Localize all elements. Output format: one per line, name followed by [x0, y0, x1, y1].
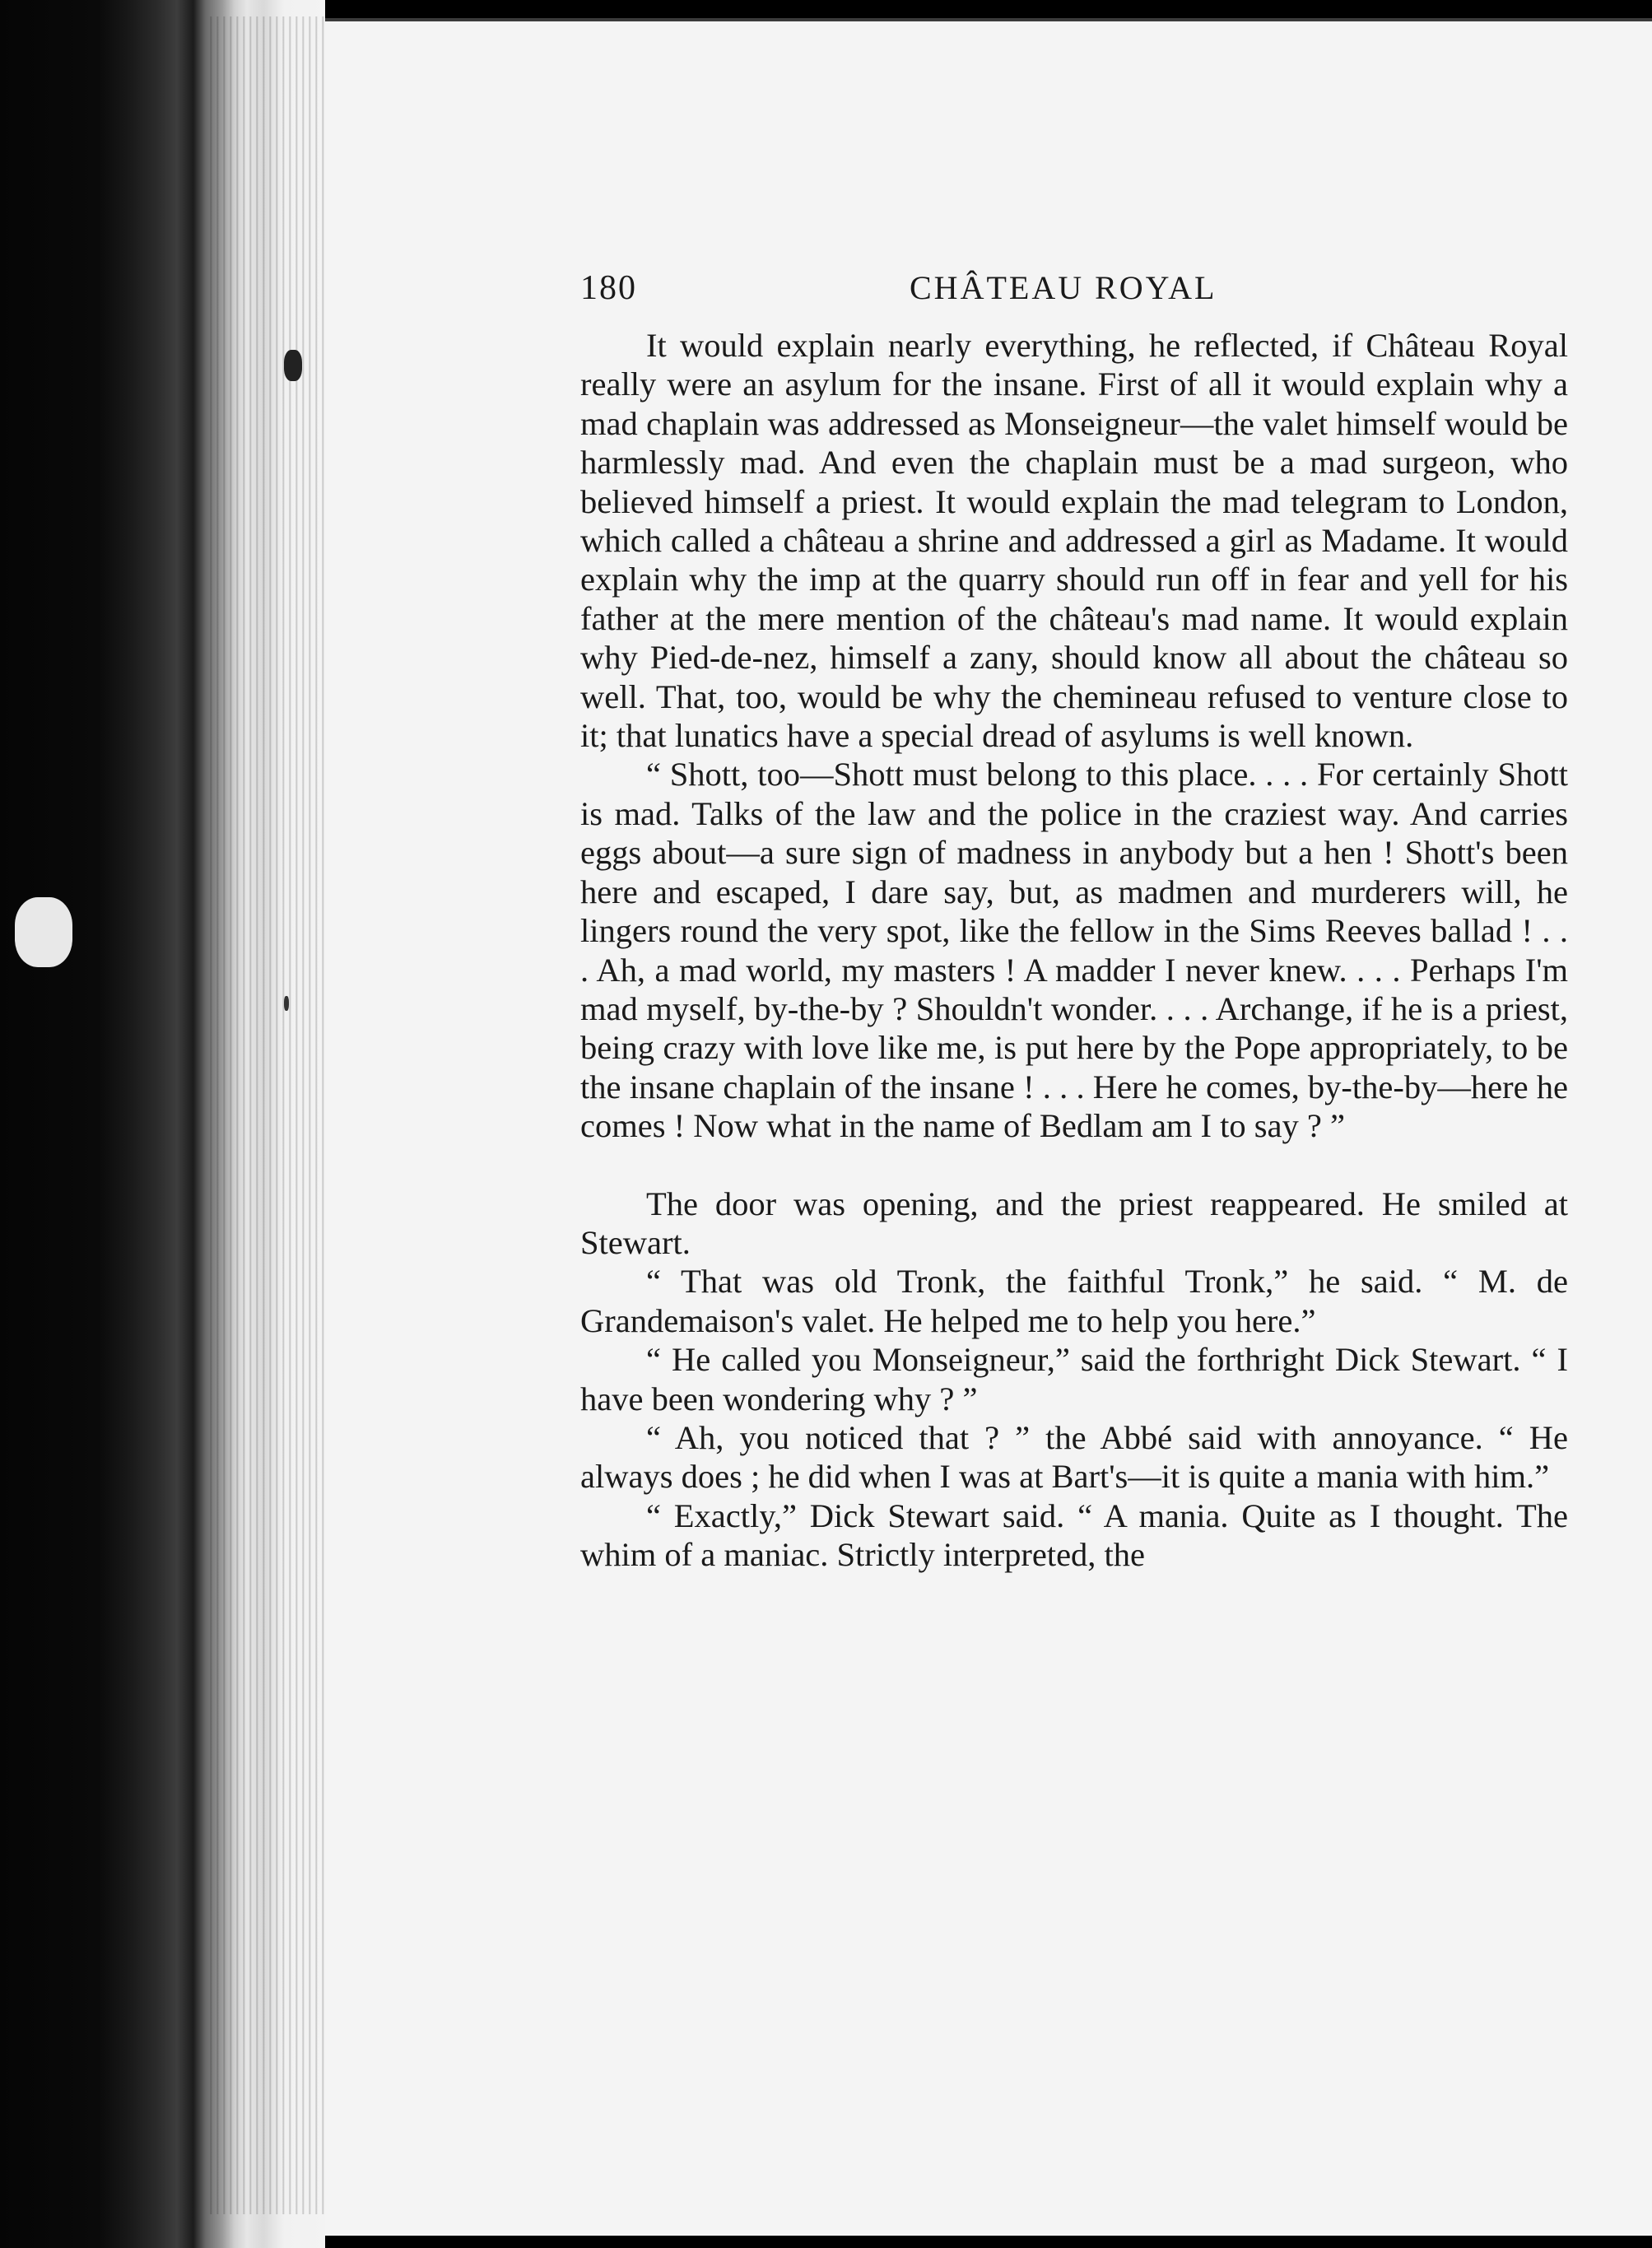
running-title: CHÂTEAU ROYAL [910, 269, 1217, 306]
paragraph: The door was opening, and the priest reappeared. He smiled at Stewart. [580, 1185, 1568, 1261]
running-head [580, 260, 1568, 326]
paragraph: “ Ah, you noticed that ? ” the Abbé said with annoyance. “ He always does ; he did when I was at Bart's—it is quite a mania with him.” [580, 1418, 1568, 1496]
page-number: 180 [580, 269, 637, 307]
paragraph: “ He called you Monseigneur,” said the forthright Dick Stewart. “ I have been wondering why ? ” [580, 1341, 1568, 1417]
book-page [325, 18, 1652, 2236]
paragraph: “ Shott, too—Shott must belong to this place. . . . For certainly Shott is mad. Talks of the law and the police in the craziest way. And carries eggs about—a sure sign of madness in anybody but a hen ! Shott's been here and escaped, I dare say, but, as madmen and murderers will, he lingers round the very spot, like the fellow in the Sims Reeves ballad ! . . . Ah, a mad world, my masters ! A madder I never knew. . . . Perhaps I'm mad myself, by-the-by ? Shouldn't wonder. . . . Archange, if he is a priest, being crazy with love like me, is put here by the Pope appropriately, to be the insane chaplain of the insane ! . . . Here he comes, by-the-by—here he comes ! Now what in the name of Bedlam am I to say ? ” [580, 756, 1568, 1145]
paragraph: It would explain nearly everything, he reflected, if Château Royal really were an asylum for the insane. First of all it would explain why a mad chaplain was addressed as Monseigneur—the valet himself would be harmlessly mad. And even the chaplain must be a mad surgeon, who believed himself a priest. It would explain the mad telegram to London, which called a château a shrine and addressed a girl as Madame. It would explain why the imp at the quarry should run off in fear and yell for his father at the mere mention of the château's mad name. It would explain why Pied-de-nez, himself a zany, should know all about the château so well. That, too, would be why the chemineau refused to venture close to it; that lunatics have a special dread of asylums is well known. [580, 327, 1568, 755]
body-text [580, 326, 1568, 1575]
page-edge-stack [206, 16, 329, 2214]
scan-artifact [15, 897, 72, 967]
scan-artifact [284, 350, 302, 381]
paragraph: “ Exactly,” Dick Stewart said. “ A mania. Quite as I thought. The whim of a maniac. Strictly interpreted, the [580, 1496, 1568, 1574]
scan-artifact [284, 996, 289, 1011]
paragraph: “ That was old Tronk, the faithful Tronk,” he said. “ M. de Grandemaison's valet. He helped me to help you here.” [580, 1263, 1568, 1339]
page-content [580, 260, 1568, 1575]
